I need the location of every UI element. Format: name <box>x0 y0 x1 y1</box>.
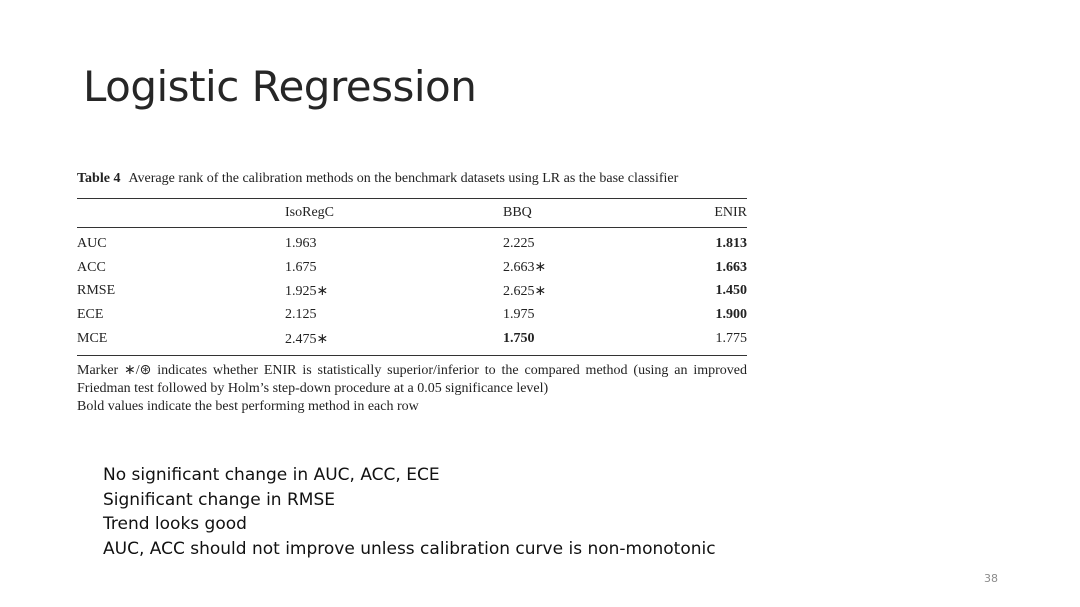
table-label: Table 4 <box>77 171 121 186</box>
header-enir: ENIR <box>714 205 747 220</box>
cell-enir: 1.813 <box>715 235 747 251</box>
note-bold: Bold values indicate the best performing method in each row <box>77 398 419 414</box>
cell-bbq: 2.625∗ <box>503 283 547 299</box>
cell-isoregc: 2.475∗ <box>285 331 329 347</box>
table-row <box>77 303 747 327</box>
page-number: 38 <box>984 572 998 585</box>
slide-title: Logistic Regression <box>83 62 477 111</box>
results-table-figure <box>77 170 747 416</box>
cell-enir: 1.775 <box>715 331 747 347</box>
note-marker: Marker ∗/⊛ indicates whether ENIR is statistically superior/inferior to the compared method (using an improved Friedman test followed by Holm’s step-down procedure at a 0.05 significance level) <box>77 362 747 396</box>
cell-isoregc: 1.963 <box>285 235 317 251</box>
summary-point: AUC, ACC should not improve unless calibration curve is non-monotonic <box>103 538 716 559</box>
table-header-row <box>77 199 747 227</box>
table-row <box>77 256 747 280</box>
cell-bbq: 2.663∗ <box>503 260 547 276</box>
cell-bbq: 2.225 <box>503 235 535 251</box>
row-metric: AUC <box>77 235 107 251</box>
cell-bbq: 1.750 <box>503 331 535 347</box>
summary-point: Trend looks good <box>103 514 247 534</box>
header-bbq: BBQ <box>503 205 532 220</box>
row-metric: ECE <box>77 307 104 323</box>
cell-bbq: 1.975 <box>503 307 535 323</box>
summary-points <box>103 463 716 561</box>
cell-isoregc: 2.125 <box>285 307 317 323</box>
results-table-body <box>77 228 747 351</box>
table-notes <box>77 362 747 416</box>
table-row <box>77 327 747 351</box>
row-metric: RMSE <box>77 283 116 299</box>
cell-enir: 1.450 <box>715 283 747 299</box>
header-isoregc: IsoRegC <box>285 205 334 220</box>
cell-enir: 1.663 <box>715 259 747 275</box>
cell-isoregc: 1.675 <box>285 259 317 275</box>
cell-enir: 1.900 <box>715 307 747 323</box>
table-row <box>77 280 747 304</box>
cell-isoregc: 1.925∗ <box>285 283 329 299</box>
table-row <box>77 228 747 256</box>
row-metric: ACC <box>77 259 106 275</box>
results-table <box>77 199 747 227</box>
summary-point: Significant change in RMSE <box>103 489 335 510</box>
table-caption-text: Average rank of the calibration methods on the benchmark datasets using LR as the base classifier <box>128 171 679 186</box>
table-caption <box>77 170 747 188</box>
header-metric <box>77 199 285 227</box>
summary-point: No significant change in AUC, ACC, ECE <box>103 465 440 485</box>
table-bottom-rule <box>77 355 747 356</box>
row-metric: MCE <box>77 331 108 347</box>
